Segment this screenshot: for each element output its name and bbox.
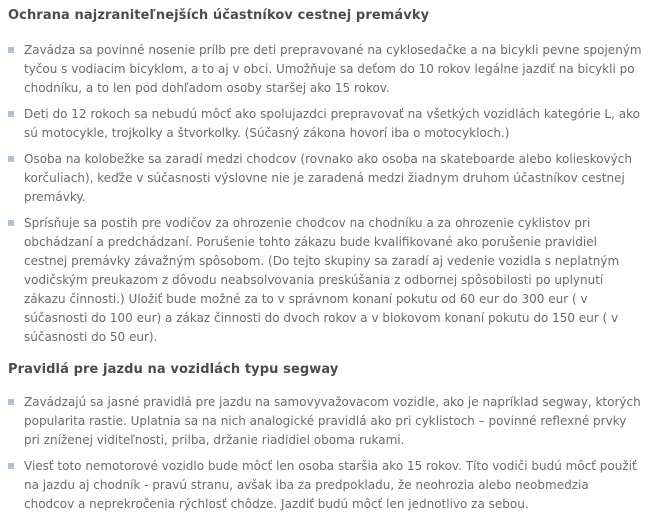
list-item xyxy=(8,150,642,207)
square-bullet-icon xyxy=(8,111,14,117)
list-item xyxy=(8,41,642,98)
list-item xyxy=(8,393,642,450)
square-bullet-icon xyxy=(8,156,14,162)
list-item xyxy=(8,105,642,143)
list-item-text: Osoba na kolobežke sa zaradí medzi chodcov (rovnako ako osoba na skateboarde alebo kolieskových korčuliach), keďže v súčasnosti výslovne nie je zaradená medzi žiadnym druhom účastníkov cestnej premávky. xyxy=(24,152,632,204)
bullet-list xyxy=(8,41,642,347)
section-segway-rules xyxy=(8,361,642,514)
list-item-text: Zavádzajú sa jasné pravidlá pre jazdu na samovyvažovacom vozidle, ako je napríklad segway, ktorých popularita rastie. Uplatnia sa na nich analogické pravidlá ako pri cyklistoch – povinné reflexné prvky pri zníženej viditeľnosti, prilba, držanie riadidiel oboma rukami. xyxy=(24,395,641,447)
square-bullet-icon xyxy=(8,399,14,405)
section-heading-segway-rules: Pravidlá pre jazdu na vozidlách typu segway xyxy=(8,362,339,377)
list-item xyxy=(8,214,642,347)
section-vulnerable-road-users xyxy=(8,7,642,347)
list-item-text: Viesť toto nemotorové vozidlo bude môcť len osoba staršia ako 15 rokov. Títo vodiči budú môcť použiť na jazdu aj chodník - pravú stranu, avšak iba za predpokladu, že neohrozia alebo neobmedzia chodcov a neprekročenia rýchlosť chôdze. Jazdiť budú môcť len jednotlivo za sebou. xyxy=(24,459,637,511)
bullet-list xyxy=(8,393,642,514)
list-item xyxy=(8,457,642,514)
list-item-text: Zavádza sa povinné nosenie prílb pre deti prepravované na cyklosedačke a na bicykli pevne spojeným tyčou s vodiacim bicyklom, a to aj v obci. Umožňuje sa deťom do 10 rokov legálne jazdiť na bicykli po chodníku, a to len pod dohľadom osoby staršej ako 15 rokov. xyxy=(24,43,642,95)
square-bullet-icon xyxy=(8,220,14,226)
square-bullet-icon xyxy=(8,463,14,469)
list-item-text: Deti do 12 rokoch sa nebudú môcť ako spolujazdci prepravovať na všetkých vozidlách kategórie L, ako sú motocykle, trojkolky a štvorkolky. (Súčasný zákona hovorí iba o motocykloch.) xyxy=(24,107,640,140)
square-bullet-icon xyxy=(8,47,14,53)
section-heading-vulnerable-road-users: Ochrana najzraniteľnejších účastníkov cestnej premávky xyxy=(8,8,430,23)
list-item-text: Sprísňuje sa postih pre vodičov za ohrozenie chodcov na chodníku a za ohrozenie cyklistov pri obchádzaní a predchádzaní. Porušenie tohto zákazu bude kvalifikované ako porušenie pravidiel cestnej premávky závažným spôsobom. (Do tejto skupiny sa zaradí aj vedenie vozidla s neplatným vodičským preukazom z dôvodu neabsolvovania preskúšania z odbornej spôsobilosti po uplynutí zákazu činnosti.) Uložiť bude možné za to v správnom konaní pokutu od 60 eur do 300 eur ( v súčasnosti do 100 eur) a zákaz činnosti do dvoch rokov a v blokovom konaní pokutu do 150 eur ( v súčasnosti do 50 eur). xyxy=(24,216,620,344)
